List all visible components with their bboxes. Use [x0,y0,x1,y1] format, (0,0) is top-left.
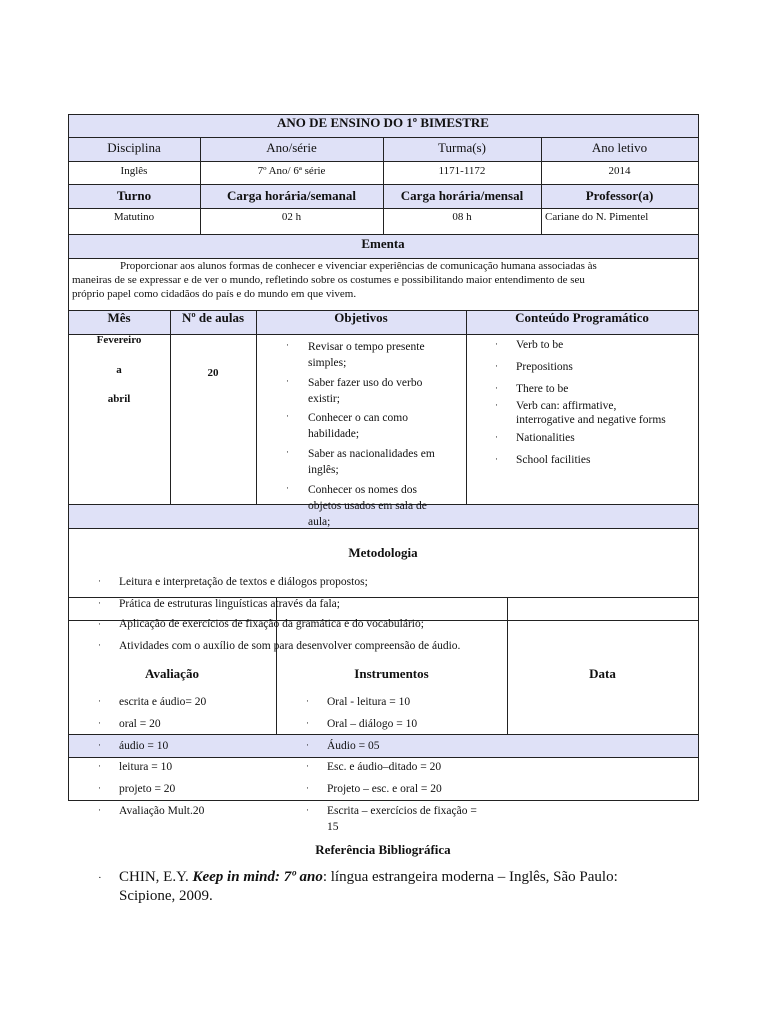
content-2: Prepositions [516,361,573,373]
header-avaliacao: Avaliação [145,666,199,681]
header-objetivos: Objetivos [334,310,388,325]
bullet-icon: · [495,400,498,410]
metodologia-item-1: Leitura e interpretação de textos e diálogos propostos; [119,576,368,588]
bullet-icon: · [306,718,309,728]
header-carga-semanal: Carga horária/semanal [227,188,356,203]
bullet-icon: · [306,740,309,750]
objective-2-line-2: existir; [308,393,340,405]
instrument-2: Oral – diálogo = 10 [327,718,418,730]
instrument-5: Projeto – esc. e oral = 20 [327,783,442,795]
bullet-icon: · [286,376,289,386]
reference-rest: : língua estrangeira moderna – Inglês, São Paulo: [322,869,618,885]
ementa-line-1: Proporcionar aos alunos formas de conhecer e vivenciar experiências de comunicação humana associadas às [120,260,597,272]
bullet-icon: · [306,761,309,771]
value-disciplina: Inglês [120,165,148,177]
evaluation-3: áudio = 10 [119,740,169,752]
bullet-icon: · [495,454,498,464]
objective-5-line-2: objetos usados em sala de [308,500,427,512]
bullet-icon: · [98,805,101,815]
value-turmas: 1171-1172 [438,165,486,177]
bullet-icon: · [98,761,101,771]
bullet-icon: · [495,432,498,442]
header-num-aulas: Nº de aulas [181,310,245,325]
header-ano-letivo: Ano letivo [591,140,648,155]
value-ano-letivo: 2014 [608,165,631,177]
header-professor: Professor(a) [585,188,654,203]
header-carga-mensal: Carga horária/mensal [400,188,524,203]
objective-3-line-2: habilidade; [308,428,360,440]
objective-2-line-1: Saber fazer uso do verbo [308,377,423,389]
metodologia-item-3: Aplicação de exercícios de fixação da gramática e do vocabulário; [119,618,424,630]
objective-5-line-3: aula; [308,516,331,528]
content-3: There to be [516,383,569,395]
page-title: ANO DE ENSINO DO 1º BIMESTRE [277,115,489,130]
bullet-icon: · [98,872,102,884]
bullet-icon: · [98,783,101,793]
ementa-line-3: próprio papel como cidadãos do país e do mundo em que vivem. [72,288,357,300]
content-4-line-2: interrogative and negative forms [516,414,666,426]
objective-4-line-1: Saber as nacionalidades em [308,448,435,460]
bullet-icon: · [306,696,309,706]
num-classes: 20 [207,367,219,379]
bullet-icon: · [98,598,101,608]
referencia-title: Referência Bibliográfica [315,842,451,857]
bullet-icon: · [286,483,289,493]
instrument-3: Áudio = 05 [327,740,380,752]
month-end: abril [107,393,131,405]
header-disciplina: Disciplina [107,140,161,155]
objective-5-line-1: Conhecer os nomes dos [308,484,417,496]
header-mes: Mês [107,310,131,325]
evaluation-6: Avaliação Mult.20 [119,805,205,817]
header-conteudo: Conteúdo Programático [515,310,649,325]
bullet-icon: · [495,361,498,371]
instrument-1: Oral - leitura = 10 [327,696,411,708]
bullet-icon: · [306,805,309,815]
objective-4-line-2: inglês; [308,464,339,476]
month-start: Fevereiro [96,334,142,346]
objective-1-line-2: simples; [308,357,347,369]
evaluation-2: oral = 20 [119,718,161,730]
bullet-icon: · [306,783,309,793]
ementa-title: Ementa [361,236,405,251]
bullet-icon: · [495,339,498,349]
reference-author: CHIN, E.Y. [119,869,193,885]
bullet-icon: · [286,447,289,457]
evaluation-5: projeto = 20 [119,783,176,795]
bullet-icon: · [286,411,289,421]
evaluation-4: leitura = 10 [119,761,173,773]
instrument-6-line-2: 15 [327,821,339,833]
bullet-icon: · [98,640,101,650]
header-ano-serie: Ano/série [266,140,317,155]
objective-3-line-1: Conhecer o can como [308,412,408,424]
metodologia-item-4: Atividades com o auxílio de som para desenvolver compreensão de áudio. [119,640,461,652]
bullet-icon: · [286,340,289,350]
content-5: Nationalities [516,432,575,444]
bullet-icon: · [98,718,101,728]
value-carga-semanal: 02 h [281,211,302,223]
value-professor: Cariane do N. Pimentel [545,211,649,223]
metodologia-item-2: Prática de estruturas linguísticas através da fala; [119,598,340,610]
metodologia-title: Metodologia [348,545,418,560]
header-turno: Turno [116,188,152,203]
reference-work: Keep in mind: 7º ano [192,869,323,885]
header-turmas: Turma(s) [438,140,486,155]
instrument-6-line-1: Escrita – exercícios de fixação = [327,805,477,817]
bullet-icon: · [98,619,101,629]
value-carga-mensal: 08 h [452,211,472,223]
ementa-line-2: maneiras de se expressar e de ver o mundo, refletindo sobre os costumes e possibilitando maior entendimento de seu [72,274,585,286]
content-6: School facilities [516,454,591,466]
bullet-icon: · [495,383,498,393]
bullet-icon: · [98,740,101,750]
value-turno: Matutino [113,211,155,223]
reference-line-2: Scipione, 2009. [119,888,213,904]
month-sep: a [116,364,122,376]
evaluation-1: escrita e áudio= 20 [119,696,207,708]
objective-1-line-1: Revisar o tempo presente [308,341,425,353]
instrument-4: Esc. e áudio–ditado = 20 [327,761,442,773]
bullet-icon: · [98,696,101,706]
reference-line-1 [119,869,618,886]
bullet-icon: · [98,576,101,586]
content-4-line-1: Verb can: affirmative, [516,400,617,412]
header-data: Data [589,666,616,681]
value-ano-serie: 7º Ano/ 6ª série [257,165,326,177]
content-1: Verb to be [516,339,564,351]
header-instrumentos: Instrumentos [354,666,429,681]
